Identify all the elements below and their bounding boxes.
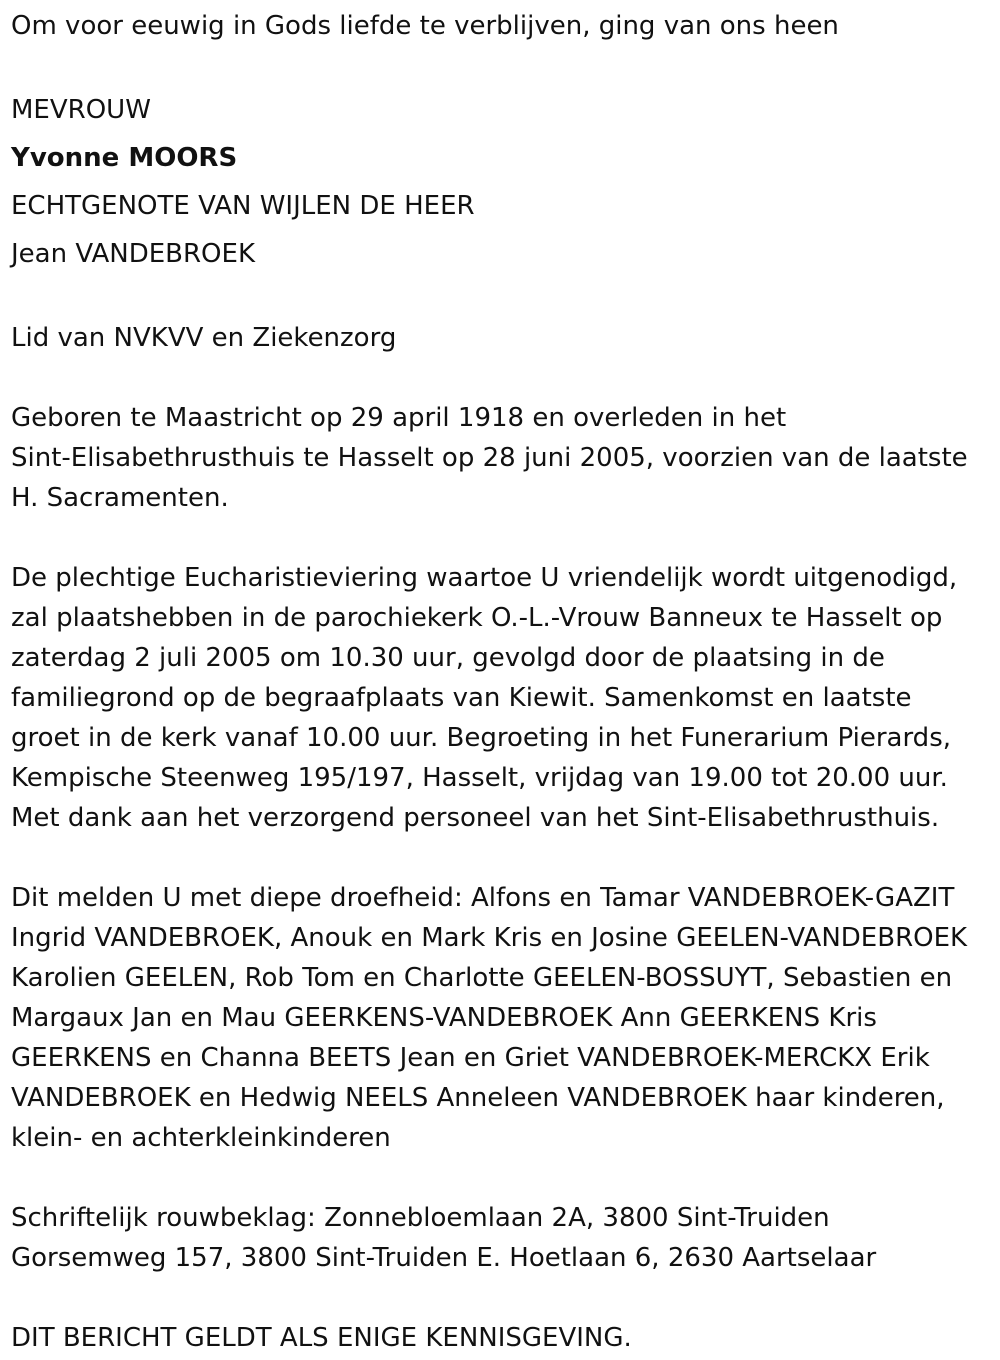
deceased-name: Yvonne MOORS (11, 143, 238, 173)
paragraph-line: VANDEBROEK en Hedwig NEELS Anneleen VANDEBROEK haar kinderen, (11, 1083, 945, 1113)
paragraph-line: Ingrid VANDEBROEK, Anouk en Mark Kris en Josine GEELEN-VANDEBROEK (11, 923, 968, 953)
spacer (11, 838, 1000, 878)
deceased-block (11, 86, 1000, 278)
spouse-name: Jean VANDEBROEK (11, 239, 255, 269)
spacer (11, 1278, 1000, 1318)
paragraph-line: Geboren te Maastricht op 29 april 1918 en overleden in het (11, 403, 787, 433)
ceremony-paragraph (11, 558, 1000, 838)
spacer (11, 1158, 1000, 1198)
paragraph-line: zaterdag 2 juli 2005 om 10.30 uur, gevolgd door de plaatsing in de (11, 643, 885, 673)
title-prefix: MEVROUW (11, 95, 151, 125)
paragraph-line: Schriftelijk rouwbeklag: Zonnebloemlaan 2A, 3800 Sint-Truiden (11, 1203, 830, 1233)
paragraph-line: Margaux Jan en Mau GEERKENS-VANDEBROEK Ann GEERKENS Kris (11, 1003, 877, 1033)
paragraph-line: klein- en achterkleinkinderen (11, 1123, 391, 1153)
membership-text: Lid van NVKVV en Ziekenzorg (11, 323, 397, 353)
paragraph-line: De plechtige Eucharistieviering waartoe U vriendelijk wordt uitgenodigd, (11, 563, 958, 593)
paragraph-line: Met dank aan het verzorgend personeel van het Sint-Elisabethrusthuis. (11, 803, 940, 833)
paragraph-line: Sint-Elisabethrusthuis te Hasselt op 28 juni 2005, voorzien van de laatste (11, 443, 968, 473)
paragraph-line: GEERKENS en Channa BEETS Jean en Griet VANDEBROEK-MERCKX Erik (11, 1043, 930, 1073)
paragraph-line: Kempische Steenweg 195/197, Hasselt, vrijdag van 19.00 tot 20.00 uur. (11, 763, 948, 793)
paragraph-line: zal plaatshebben in de parochiekerk O.-L.-Vrouw Banneux te Hasselt op (11, 603, 943, 633)
paragraph-line: groet in de kerk vanaf 10.00 uur. Begroeting in het Funerarium Pierards, (11, 723, 951, 753)
spacer (11, 358, 1000, 398)
spouse-relation: ECHTGENOTE VAN WIJLEN DE HEER (11, 191, 475, 221)
condolences-paragraph (11, 1198, 1000, 1278)
spacer (11, 278, 1000, 318)
paragraph-line: Dit melden U met diepe droefheid: Alfons en Tamar VANDEBROEK-GAZIT (11, 883, 955, 913)
paragraph-line: H. Sacramenten. (11, 483, 229, 513)
family-paragraph (11, 878, 1000, 1158)
paragraph-line: Karolien GEELEN, Rob Tom en Charlotte GEELEN-BOSSUYT, Sebastien en (11, 963, 953, 993)
intro-text: Om voor eeuwig in Gods liefde te verblijven, ging van ons heen (11, 11, 839, 41)
spacer (11, 46, 1000, 86)
birth-death-paragraph (11, 398, 1000, 518)
spacer (11, 518, 1000, 558)
paragraph-line: Gorsemweg 157, 3800 Sint-Truiden E. Hoetlaan 6, 2630 Aartselaar (11, 1243, 877, 1273)
paragraph-line: familiegrond op de begraafplaats van Kiewit. Samenkomst en laatste (11, 683, 912, 713)
closing-text: DIT BERICHT GELDT ALS ENIGE KENNISGEVING. (11, 1323, 632, 1353)
